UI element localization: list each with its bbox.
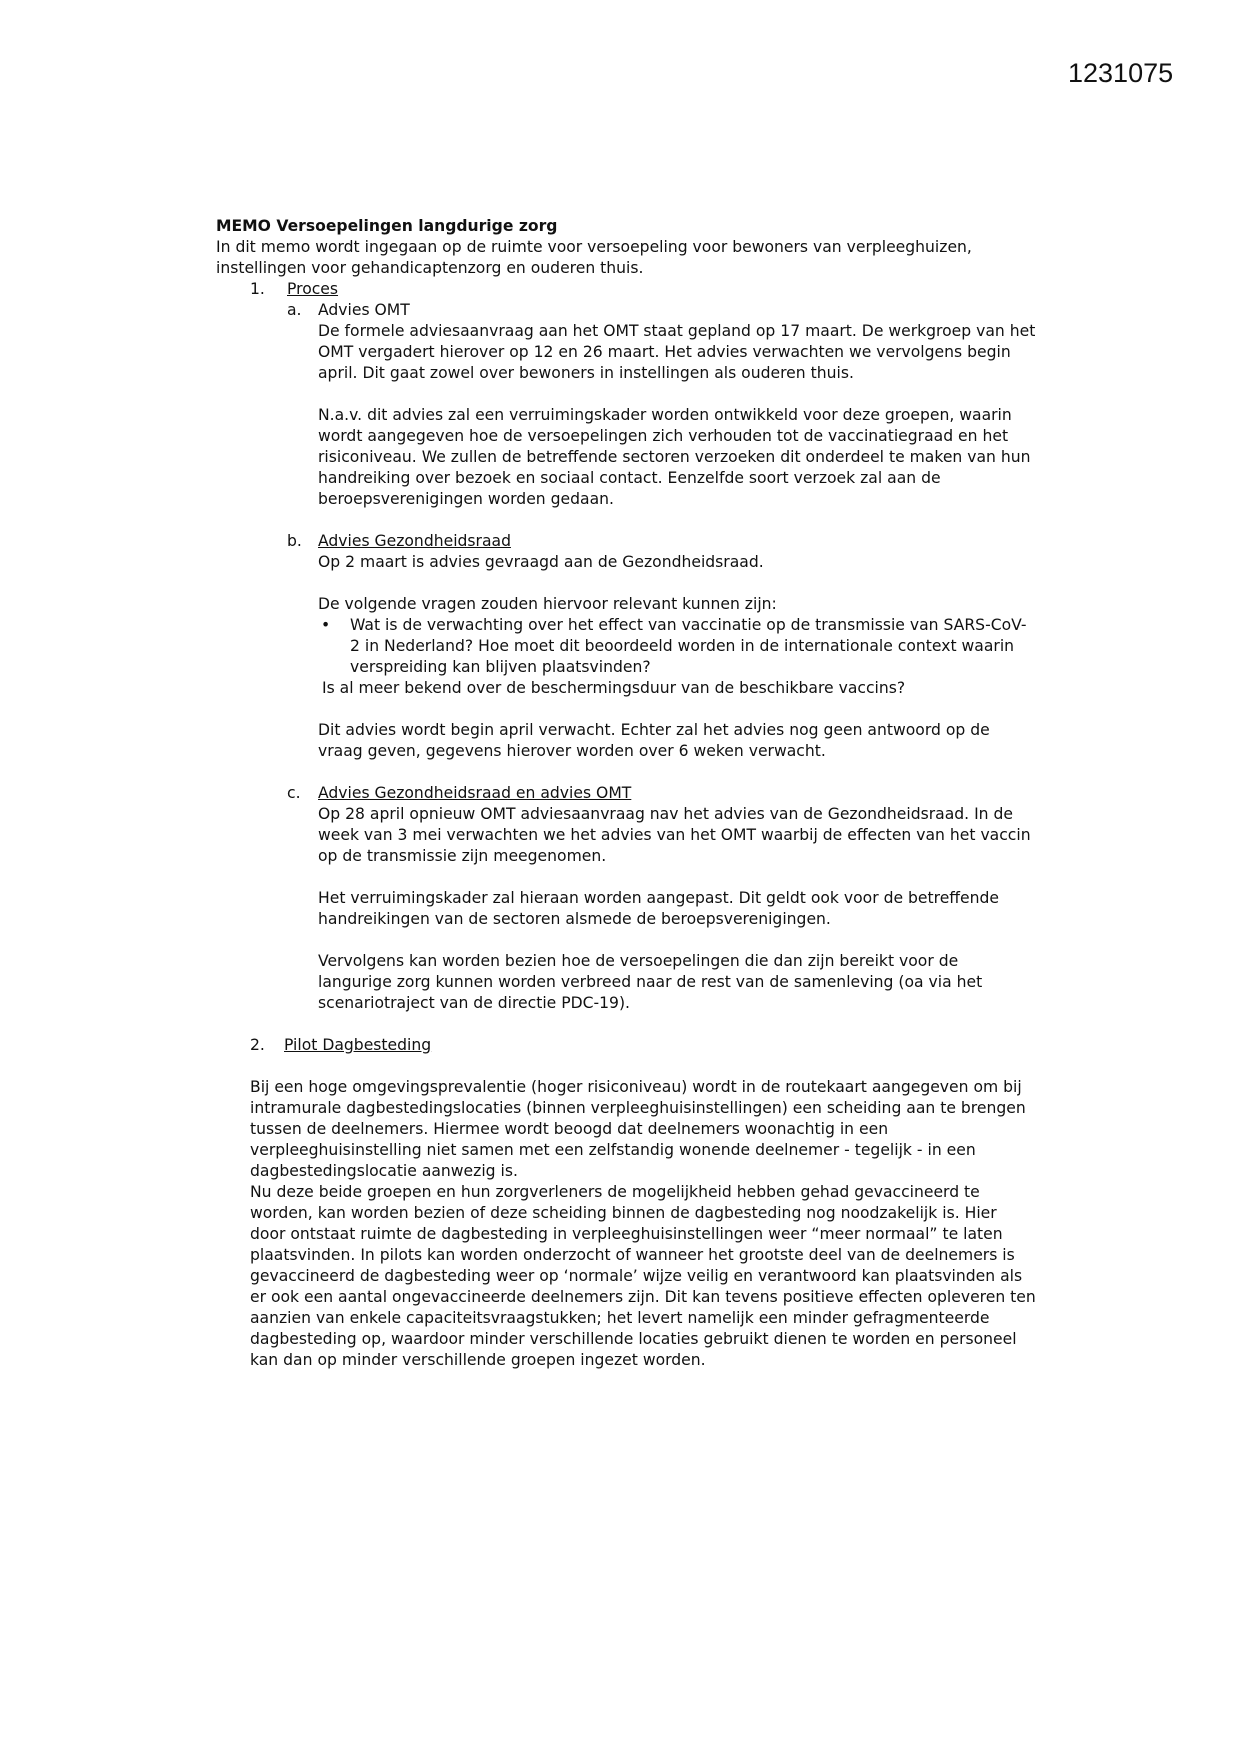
- subsection-b-body: [318, 552, 1036, 615]
- subsection-a-heading-row: [287, 300, 1036, 321]
- section-1-heading: Proces: [287, 280, 339, 298]
- section-1-number: 1.: [250, 280, 265, 298]
- subsection-b-marker: b.: [287, 532, 302, 550]
- subsection-b-body-2: [318, 720, 1036, 762]
- subsection-c-body: [318, 804, 1036, 1014]
- subsection-b-bullet: [318, 615, 1036, 678]
- section-2-heading: Pilot Dagbesteding: [284, 1036, 432, 1054]
- section-2-number: 2.: [250, 1036, 265, 1054]
- memo-intro: In dit memo wordt ingegaan op de ruimte voor versoepeling voor bewoners van verpleeghuizen, instellingen voor gehandicaptenzorg en ouderen thuis.: [216, 238, 972, 277]
- subsection-c-para1: Op 28 april opnieuw OMT adviesaanvraag nav het advies van de Gezondheidsraad. In de week van 3 mei verwachten we het advies van het OMT waarbij de effecten van het vaccin op de transmissie zijn meegenomen.: [318, 805, 1031, 865]
- subsection-c-heading-row: [287, 783, 1036, 804]
- subsection-c-para3: Vervolgens kan worden bezien hoe de versoepelingen die dan zijn bereikt voor de langurige zorg kunnen worden verbreed naar de rest van de samenleving (oa via het scenariotraject van de directie PDC-19).: [318, 952, 983, 1012]
- subsection-a-para2: N.a.v. dit advies zal een verruimingskader worden ontwikkeld voor deze groepen, waarin wordt aangegeven hoe de versoepelingen zich verhouden tot de vaccinatiegraad en het risiconiveau. We zullen de betreffende sectoren verzoeken dit onderdeel te maken van hun handreiking over bezoek en sociaal contact. Eenzelfde soort verzoek zal aan de beroepsverenigingen worden gedaan.: [318, 406, 1031, 508]
- subsection-a-body: [318, 321, 1036, 510]
- subsection-b-bullet-text: Wat is de verwachting over het effect van vaccinatie op de transmissie van SARS-CoV-2 in Nederland? Hoe moet dit beoordeeld worden in de internationale context waarin verspreiding kan blijven plaatsvinden?: [350, 616, 1027, 676]
- section-2-heading-row: [250, 1035, 1036, 1056]
- memo-title: MEMO Versoepelingen langdurige zorg: [216, 217, 558, 235]
- bullet-marker: •: [321, 616, 331, 634]
- section-2-para1: Bij een hoge omgevingsprevalentie (hoger risiconiveau) wordt in de routekaart aangegeven om bij intramurale dagbestedingslocaties (binnen verpleeghuisinstellingen) een scheiding aan te brengen tussen de deelnemers. Hiermee wordt beoogd dat deelnemers woonachtig in een verpleeghuisinstelling niet samen met een zelfstandig wonende deelnemer - tegelijk - in een dagbestedingslocatie aanwezig is.: [250, 1078, 1026, 1180]
- subsection-c-para2: Het verruimingskader zal hieraan worden aangepast. Dit geldt ook voor de betreffende handreikingen van de sectoren alsmede de beroepsverenigingen.: [318, 889, 1000, 928]
- section-2-body: [250, 1077, 1036, 1371]
- section-1-heading-row: [250, 279, 1036, 300]
- subsection-a-heading: Advies OMT: [318, 301, 410, 319]
- subsection-b-para1: Op 2 maart is advies gevraagd aan de Gezondheidsraad.: [318, 553, 764, 571]
- document-number: 1231075: [1068, 58, 1174, 88]
- subsection-b-para2: De volgende vragen zouden hiervoor relevant kunnen zijn:: [318, 595, 777, 613]
- subsection-b-heading: Advies Gezondheidsraad: [318, 532, 511, 550]
- memo-content: [216, 216, 1036, 1371]
- subsection-a-para1: De formele adviesaanvraag aan het OMT staat gepland op 17 maart. De werkgroep van het OMT vergadert hierover op 12 en 26 maart. Het advies verwachten we vervolgens begin april. Dit gaat zowel over bewoners in instellingen als ouderen thuis.: [318, 322, 1036, 382]
- subsection-c-heading: Advies Gezondheidsraad en advies OMT: [318, 784, 632, 802]
- subsection-a-marker: a.: [287, 301, 302, 319]
- subsection-b-heading-row: [287, 531, 1036, 552]
- subsection-c-marker: c.: [287, 784, 301, 802]
- subsection-b-question2: Is al meer bekend over de beschermingsduur van de beschikbare vaccins?: [322, 679, 906, 697]
- section-2-para2: Nu deze beide groepen en hun zorgverleners de mogelijkheid hebben gehad gevaccineerd te worden, kan worden bezien of deze scheiding binnen de dagbesteding nog noodzakelijk is. Hier door ontstaat ruimte de dagbesteding in verpleeghuisinstellingen weer “meer normaal” te laten plaatsvinden. In pilots kan worden onderzocht of wanneer het grootste deel van de deelnemers is gevaccineerd de dagbesteding weer op ‘normale’ wijze veilig en verantwoord kan plaatsvinden als er ook een aantal ongevaccineerde deelnemers zijn. Dit kan tevens positieve effecten opleveren ten aanzien van enkele capaciteitsvraagstukken; het levert namelijk een minder gefragmenteerde dagbesteding op, waardoor minder verschillende locaties gebruikt dienen te worden en personeel kan dan op minder verschillende groepen ingezet worden.: [250, 1183, 1036, 1369]
- subsection-b-para3: Dit advies wordt begin april verwacht. Echter zal het advies nog geen antwoord op de vraag geven, gegevens hierover worden over 6 weken verwacht.: [318, 721, 990, 760]
